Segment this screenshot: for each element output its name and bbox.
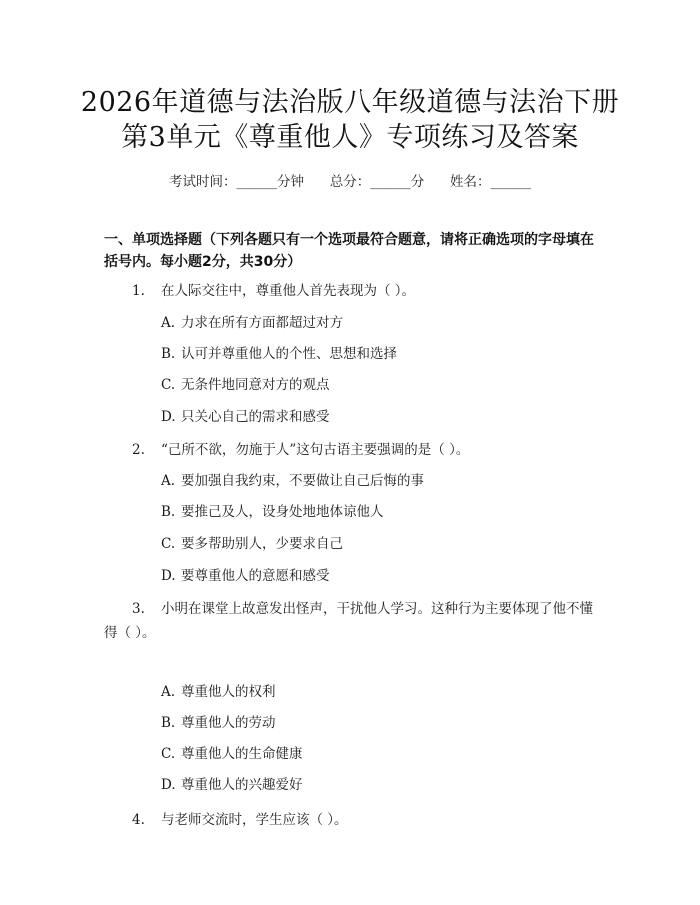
question-1-option-a (161, 313, 343, 333)
question-3-continuation (104, 621, 156, 645)
question-number: 2. (132, 442, 145, 458)
option-letter: B. (161, 504, 176, 520)
option-text: 只关心自己的需求和感受 (181, 409, 330, 425)
question-text-line-2: 得（ ）。 (104, 625, 156, 641)
question-2 (132, 438, 469, 462)
question-text: 与老师交流时，学生应该（ ）。 (161, 812, 348, 828)
question-3-option-b (161, 713, 276, 733)
question-1-option-d (161, 407, 330, 427)
option-text: 要多帮助别人，少要求自己 (181, 536, 343, 552)
question-4 (132, 808, 348, 832)
question-number: 4. (132, 812, 145, 828)
document-title-line-1: 2026年道德与法治版八年级道德与法治下册 (80, 87, 620, 118)
question-2-option-c (161, 534, 343, 554)
question-1 (132, 279, 415, 303)
question-3 (132, 597, 593, 621)
question-text-line-1: 小明在课堂上故意发出怪声，干扰他人学习。这种行为主要体现了他不懂 (161, 601, 593, 617)
option-text: 认可并尊重他人的个性、思想和选择 (181, 346, 397, 362)
exam-meta-line: 考试时间：______分钟 总分：______分 姓名：______ (169, 174, 531, 190)
question-number: 3. (132, 601, 145, 617)
option-text: 尊重他人的生命健康 (181, 746, 303, 762)
question-1-option-c (161, 375, 330, 395)
option-letter: A. (161, 684, 176, 700)
question-2-option-d (161, 566, 330, 586)
question-3-option-a (161, 682, 276, 702)
option-letter: D. (161, 777, 176, 793)
question-3-option-d (161, 775, 303, 795)
option-letter: A. (161, 315, 176, 331)
option-letter: B. (161, 346, 176, 362)
question-number: 1. (132, 283, 145, 299)
option-letter: A. (161, 473, 176, 489)
option-letter: C. (161, 746, 176, 762)
option-letter: C. (161, 377, 176, 393)
option-text: 要推己及人，设身处地地体谅他人 (181, 504, 384, 520)
option-text: 要加强自我约束，不要做让自己后悔的事 (181, 473, 424, 489)
option-text: 尊重他人的劳动 (181, 715, 276, 731)
question-2-option-b (161, 502, 384, 522)
option-letter: D. (161, 568, 176, 584)
question-1-option-b (161, 344, 397, 364)
option-letter: D. (161, 409, 176, 425)
section-heading-single-choice: 一、单项选择题（下列各题只有一个选项最符合题意，请将正确选项的字母填在括号内。每小题2分，共30分） (104, 232, 594, 270)
option-text: 尊重他人的权利 (181, 684, 276, 700)
option-letter: C. (161, 536, 176, 552)
question-2-option-a (161, 471, 424, 491)
document-title-line-2: 第3单元《尊重他人》专项练习及答案 (121, 122, 579, 153)
option-text: 尊重他人的兴趣爱好 (181, 777, 303, 793)
option-text: 力求在所有方面都超过对方 (181, 315, 343, 331)
option-text: 要尊重他人的意愿和感受 (181, 568, 330, 584)
question-text: “己所不欲，勿施于人”这句古语主要强调的是（ ）。 (161, 442, 470, 458)
option-text: 无条件地同意对方的观点 (181, 377, 330, 393)
question-text: 在人际交往中，尊重他人首先表现为（ ）。 (161, 283, 416, 299)
question-3-option-c (161, 744, 303, 764)
option-letter: B. (161, 715, 176, 731)
